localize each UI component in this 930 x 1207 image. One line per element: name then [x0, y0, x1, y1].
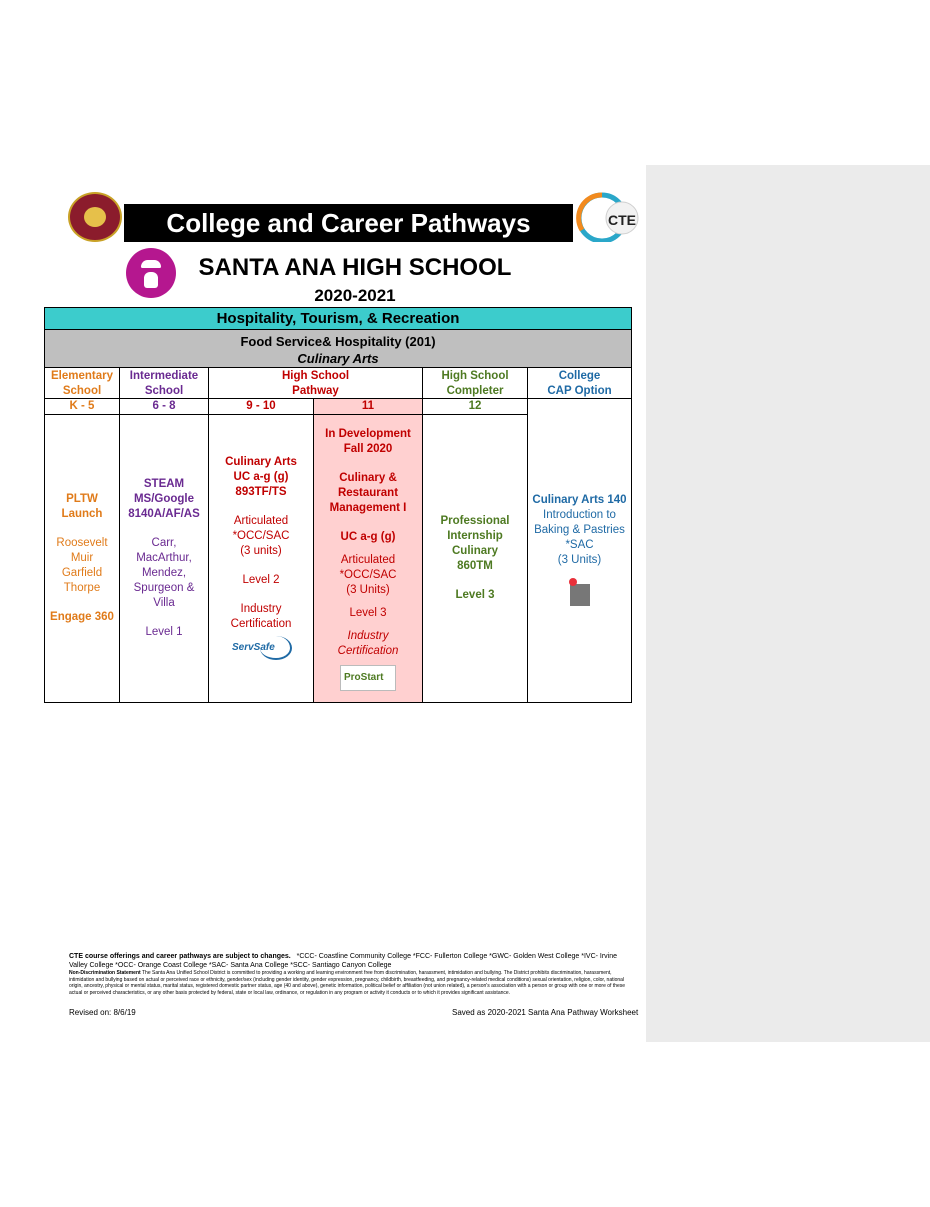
footer-lead: CTE course offerings and career pathways are subject to changes. — [69, 953, 291, 960]
district-seal-logo — [68, 192, 122, 242]
header-intermediate: Intermediate School — [119, 367, 209, 399]
subpathway-name: Culinary Arts — [297, 351, 379, 366]
grade-highschool-a: 9 - 10 — [208, 398, 314, 415]
cte-logo — [574, 188, 640, 242]
footer-notes — [69, 952, 637, 996]
pathway-title — [44, 329, 632, 368]
grade-completer: 12 — [422, 398, 528, 415]
grade-elementary: K - 5 — [44, 398, 120, 415]
header-completer: High School Completer — [422, 367, 528, 399]
body-highschool-a: Culinary Arts UC a-g (g) 893TF/TS Articulated *OCC/SAC (3 units) Level 2 Industry Certification ServSafe — [208, 414, 314, 703]
building-icon — [567, 576, 593, 608]
page-title: College and Career Pathways — [124, 204, 573, 242]
body-completer: Professional Internship Culinary 860TM Level 3 — [422, 414, 528, 703]
footer-abbrev: *CCC- Coastline Community College *FCC- Fullerton College *GWC- Golden West College *IVC- Irvine Valley College *OCC- Orange Coast College *SAC- Santa Ana College *SCC- Santiago Canyon College — [69, 953, 618, 969]
pathway-table — [44, 307, 632, 703]
body-elementary: PLTW Launch Roosevelt Muir Garfield Thorpe Engage 360 — [44, 414, 120, 703]
nd-text: The Santa Ana Unified School District is committed to providing a working and learning environment free from discrimination, harassment, intimidation and bullying. The District prohibits discrimination, harassment, intimidation and bullying based on actual or perceived race or ethnicity, gender/sex (including gender identity, gender expression, pregnancy, childbirth, breastfeeding, and pregnancy-related medical conditions) sexual orientation, religion, color, national origin, ancestry, physical or mental status, marital status, registered domestic partner status, age (40 and above), genetic information, political belief or affiliation (not union related), a person's association with a person or group with one or more of these actual or perceived characteristics, or any other basis protected by federal, state or local law, ordinance, or regulation in any program or activity it conducts or to which it provides significant assistance. — [69, 970, 626, 996]
grade-intermediate: 6 - 8 — [119, 398, 209, 415]
body-college: Culinary Arts 140 Introduction to Baking & Pastries *SAC (3 Units) — [527, 398, 632, 703]
saved-as: Saved as 2020-2021 Santa Ana Pathway Worksheet — [452, 1008, 639, 1017]
sector-title: Hospitality, Tourism, & Recreation — [44, 307, 632, 330]
revised-date: Revised on: 8/6/19 — [69, 1008, 136, 1017]
header-highschool: High School Pathway — [208, 367, 423, 399]
body-intermediate: STEAM MS/Google 8140A/AF/AS Carr, MacArthur, Mendez, Spurgeon & Villa Level 1 — [119, 414, 209, 703]
pathway-name: Food Service& Hospitality (201) — [240, 334, 436, 349]
school-name: SANTA ANA HIGH SCHOOL — [198, 254, 512, 281]
comment-panel — [646, 165, 930, 1042]
header-elementary: Elementary School — [44, 367, 120, 399]
servsafe-logo: ServSafe — [230, 634, 292, 662]
grade-highschool-b: 11 — [313, 398, 423, 415]
prostart-logo: ProStart — [340, 665, 396, 691]
body-highschool-b: In Development Fall 2020 Culinary & Restaurant Management I UC a-g (g) Articulated *OCC/SAC (3 Units) Level 3 Industry Certification ProStart — [313, 414, 423, 703]
header-college: College CAP Option — [527, 367, 632, 399]
nd-label: Non-Discrimination Statement — [69, 970, 141, 976]
school-year: 2020-2021 — [314, 286, 396, 305]
cte-logo-text: CTE — [608, 212, 636, 228]
